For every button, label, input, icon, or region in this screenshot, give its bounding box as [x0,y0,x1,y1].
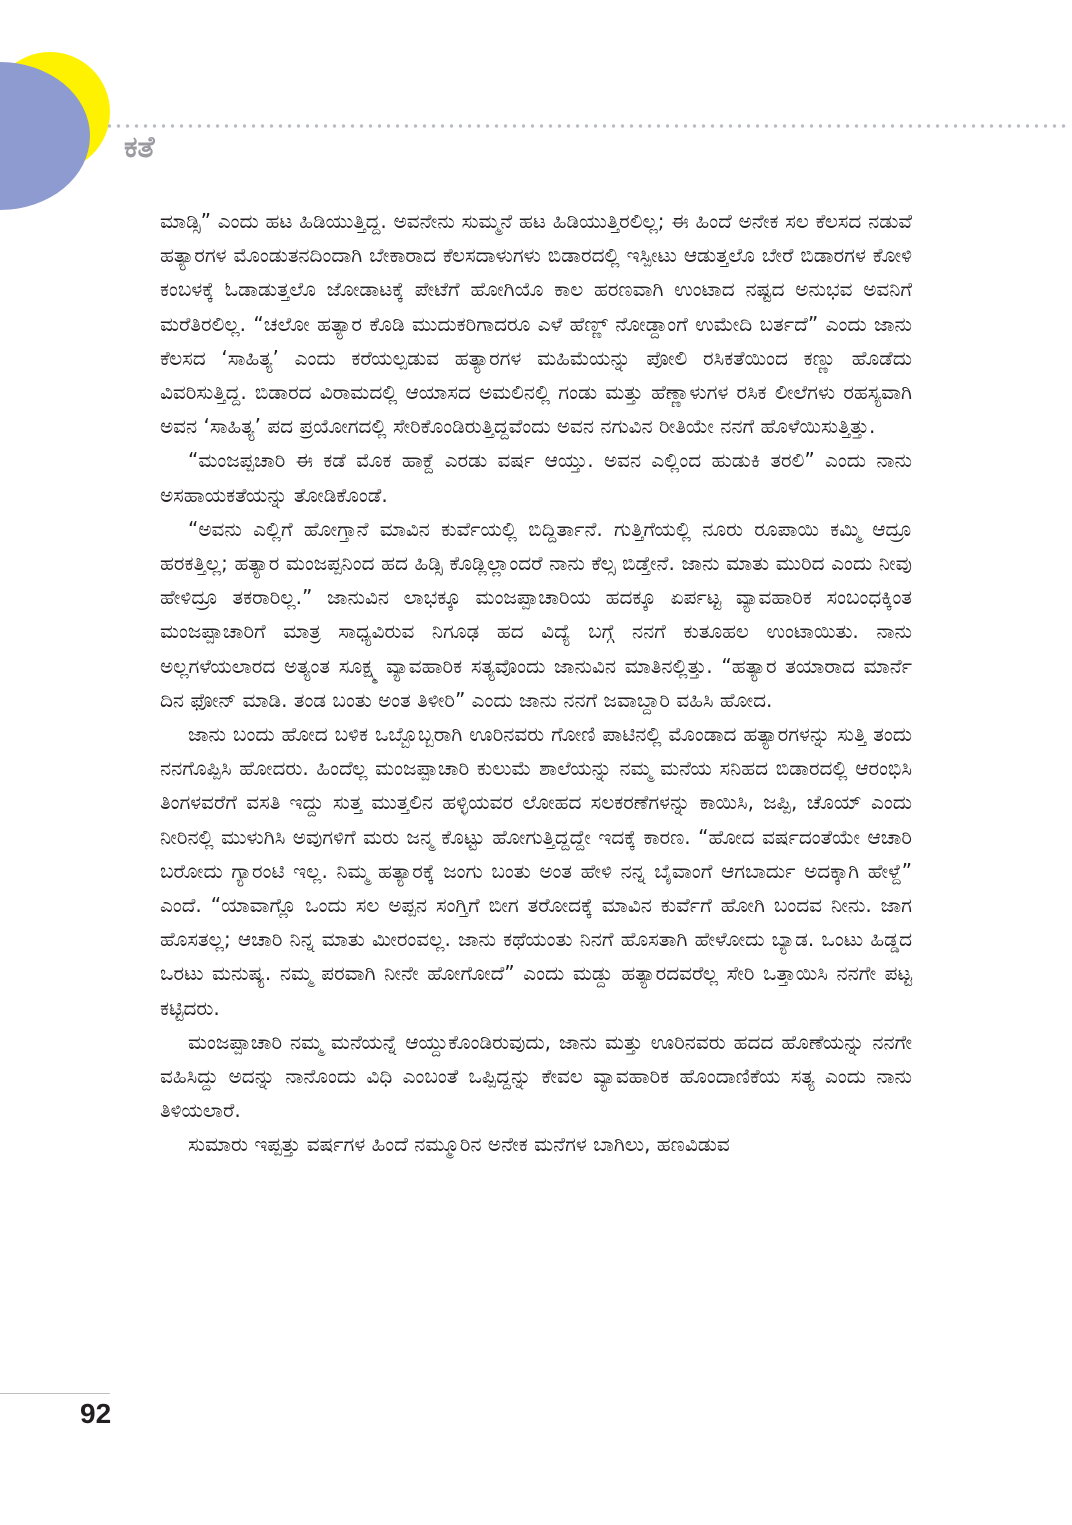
paragraph: ಸುಮಾರು ಇಪ್ಪತ್ತು ವರ್ಷಗಳ ಹಿಂದೆ ನಮ್ಮೂರಿನ ಅನೇಕ ಮನೆಗಳ ಬಾಗಿಲು, ಹಣವಿಡುವ [188,1132,730,1157]
page-number: 92 [80,1398,112,1429]
dotted-header-rule [105,124,1067,128]
paragraph: ಜಾನು ಬಂದು ಹೋದ ಬಳಿಕ ಒಬ್ಬೊಬ್ಬರಾಗಿ ಊರಿನವರು ಗೋಣಿ ಪಾಟಿನಲ್ಲಿ ಮೊಂಡಾದ ಹತ್ಯಾರಗಳನ್ನು ಸುತ್ತಿ ತಂದು ನನಗೊಪ್ಪಿಸಿ ಹೋದರು. ಹಿಂದೆಲ್ಲ ಮಂಜಪ್ಪಾಚಾರಿ ಕುಲುಮೆ ಶಾಲೆಯನ್ನು ನಮ್ಮ ಮನೆಯ ಸನಿಹದ ಬಿಡಾರದಲ್ಲಿ ಆರಂಭಿಸಿ ತಿಂಗಳವರೆಗೆ ವಸತಿ ಇದ್ದು ಸುತ್ತ ಮುತ್ತಲಿನ ಹಳ್ಳಿಯವರ ಲೋಹದ ಸಲಕರಣೆಗಳನ್ನು ಕಾಯಿಸಿ, ಜಪ್ಪಿ, ಚೊಯ್ ಎಂದು ನೀರಿನಲ್ಲಿ ಮುಳುಗಿಸಿ ಅವುಗಳಿಗೆ ಮರು ಜನ್ಮ ಕೊಟ್ಟು ಹೋಗುತ್ತಿದ್ದದ್ದೇ ಇದಕ್ಕೆ ಕಾರಣ. “ಹೋದ ವರ್ಷದಂತೆಯೇ ಆಚಾರಿ ಬರೋದು ಗ್ಯಾರಂಟಿ ಇಲ್ಲ. ನಿಮ್ಮ ಹತ್ಯಾರಕ್ಕೆ ಜಂಗು ಬಂತು ಅಂತ ಹೇಳಿ ನನ್ನ ಬೈವಾಂಗೆ ಆಗಬಾರ್ದು ಅದಕ್ಕಾಗಿ ಹೇಳ್ದೆ” ಎಂದೆ. “ಯಾವಾಗ್ಲೊ ಒಂದು ಸಲ ಅಪ್ಪನ ಸಂಗ್ತಿಗೆ ಬೀಗ ತರೋದಕ್ಕೆ ಮಾವಿನ ಕುರ್ವೆಗೆ ಹೋಗಿ ಬಂದವ ನೀನು. ಜಾಗ ಹೊಸತಲ್ಲ; ಆಚಾರಿ ನಿನ್ನ ಮಾತು ಮೀರಂವಲ್ಲ. ಜಾನು ಕಥೆಯಂತು ನಿನಗೆ ಹೊಸತಾಗಿ ಹೇಳೋದು ಬ್ಯಾಡ. ಒಂಟು ಹಿಡ್ಡದ ಒರಟು ಮನುಷ್ಯ. ನಮ್ಮ ಪರವಾಗಿ ನೀನೇ ಹೋಗೋದೆ” ಎಂದು ಮಡ್ದು ಹತ್ಯಾರದವರೆಲ್ಲ ಸೇರಿ ಒತ್ತಾಯಿಸಿ ನನಗೇ ಪಟ್ಟ ಕಟ್ಟಿದರು. [160,722,912,1020]
footer-rule [0,1393,110,1394]
story-body [160,204,912,1162]
paragraph: “ಅವನು ಎಲ್ಲಿಗೆ ಹೋಗ್ತಾನೆ ಮಾವಿನ ಕುರ್ವೆಯಲ್ಲಿ ಬಿದ್ದಿರ್ತಾನೆ. ಗುತ್ತಿಗೆಯಲ್ಲಿ ನೂರು ರೂಪಾಯಿ ಕಮ್ಮಿ ಆದ್ರೂ ಹರಕತ್ತಿಲ್ಲ; ಹತ್ಯಾರ ಮಂಜಪ್ಪನಿಂದ ಹದ ಹಿಡ್ಸಿ ಕೊಡ್ಲಿಲ್ಲಾಂದರೆ ನಾನು ಕೆಲ್ಸ ಬಿಡ್ತೇನೆ. ಜಾನು ಮಾತು ಮುರಿದ ಎಂದು ನೀವು ಹೇಳಿದ್ರೂ ತಕರಾರಿಲ್ಲ.” ಜಾನುವಿನ ಲಾಭಕ್ಕೂ ಮಂಜಪ್ಪಾಚಾರಿಯ ಹದಕ್ಕೂ ಏರ್ಪಟ್ಟ ವ್ಯಾವಹಾರಿಕ ಸಂಬಂಧಕ್ಕಿಂತ ಮಂಜಪ್ಪಾಚಾರಿಗೆ ಮಾತ್ರ ಸಾಧ್ಯವಿರುವ ನಿಗೂಢ ಹದ ವಿದ್ಯೆ ಬಗ್ಗೆ ನನಗೆ ಕುತೂಹಲ ಉಂಟಾಯಿತು. ನಾನು ಅಲ್ಲಗಳೆಯಲಾರದ ಅತ್ಯಂತ ಸೂಕ್ಷ್ಮ ವ್ಯಾವಹಾರಿಕ ಸತ್ಯವೊಂದು ಜಾನುವಿನ ಮಾತಿನಲ್ಲಿತ್ತು. “ಹತ್ಯಾರ ತಯಾರಾದ ಮಾರ್ನೆ ದಿನ ಫೋನ್ ಮಾಡಿ. ತಂಡ ಬಂತು ಅಂತ ತಿಳೀರಿ” ಎಂದು ಜಾನು ನನಗೆ ಜವಾಬ್ದಾರಿ ವಹಿಸಿ ಹೋದ. [160,516,912,712]
section-label: ಕತೆ [124,130,155,165]
paragraph: ಮಂಜಪ್ಪಾಚಾರಿ ನಮ್ಮ ಮನೆಯನ್ನೆ ಆಯ್ದುಕೊಂಡಿರುವುದು, ಜಾನು ಮತ್ತು ಊರಿನವರು ಹದದ ಹೊಣೆಯನ್ನು ನನಗೇ ವಹಿಸಿದ್ದು ಅದನ್ನು ನಾನೊಂದು ವಿಧಿ ಎಂಬಂತೆ ಒಪ್ಪಿದ್ದನ್ನು ಕೇವಲ ವ್ಯಾವಹಾರಿಕ ಹೊಂದಾಣಿಕೆಯ ಸತ್ಯ ಎಂದು ನಾನು ತಿಳಿಯಲಾರೆ. [160,1029,912,1123]
paragraph: “ಮಂಜಪ್ಪಚಾರಿ ಈ ಕಡೆ ಮೊಕ ಹಾಕ್ದೆ ಎರಡು ವರ್ಷ ಆಯ್ತು. ಅವನ ಎಲ್ಲಿಂದ ಹುಡುಕಿ ತರಲಿ” ಎಂದು ನಾನು ಅಸಹಾಯಕತೆಯನ್ನು ತೋಡಿಕೊಂಡೆ. [160,448,912,507]
paragraph: ಮಾಡ್ಸಿ” ಎಂದು ಹಟ ಹಿಡಿಯುತ್ತಿದ್ದ. ಅವನೇನು ಸುಮ್ಮನೆ ಹಟ ಹಿಡಿಯುತ್ತಿರಲಿಲ್ಲ; ಈ ಹಿಂದೆ ಅನೇಕ ಸಲ ಕೆಲಸದ ನಡುವೆ ಹತ್ಯಾರಗಳ ಮೊಂಡುತನದಿಂದಾಗಿ ಬೇಕಾರಾದ ಕೆಲಸದಾಳುಗಳು ಬಿಡಾರದಲ್ಲಿ ಇಸ್ಪೀಟು ಆಡುತ್ತಲೊ ಬೇರೆ ಬಿಡಾರಗಳ ಕೋಳಿ ಕಂಬಳಕ್ಕೆ ಓಡಾಡುತ್ತಲೊ ಜೋಡಾಟಕ್ಕೆ ಪೇಟೆಗೆ ಹೋಗಿಯೊ ಕಾಲ ಹರಣವಾಗಿ ಉಂಟಾದ ನಷ್ಟದ ಅನುಭವ ಅವನಿಗೆ ಮರೆತಿರಲಿಲ್ಲ. “ಚಲೋ ಹತ್ಯಾರ ಕೊಡಿ ಮುದುಕರಿಗಾದರೂ ಎಳೆ ಹೆಣ್ಣ್ ನೋಡ್ದಾಂಗೆ ಉಮೇದಿ ಬರ್ತದೆ” ಎಂದು ಜಾನು ಕೆಲಸದ ‘ಸಾಹಿತ್ಯ’ ಎಂದು ಕರೆಯಲ್ಪಡುವ ಹತ್ಯಾರಗಳ ಮಹಿಮೆಯನ್ನು ಪೋಲಿ ರಸಿಕತೆಯಿಂದ ಕಣ್ಣು ಹೊಡೆದು ವಿವರಿಸುತ್ತಿದ್ದ. ಬಿಡಾರದ ವಿರಾಮದಲ್ಲಿ ಆಯಾಸದ ಅಮಲಿನಲ್ಲಿ ಗಂಡು ಮತ್ತು ಹೆಣ್ಣಾಳುಗಳ ರಸಿಕ ಲೀಲೆಗಳು ರಹಸ್ಯವಾಗಿ ಅವನ ‘ಸಾಹಿತ್ಯ’ ಪದ ಪ್ರಯೋಗದಲ್ಲಿ ಸೇರಿಕೊಂಡಿರುತ್ತಿದ್ದವೆಂದು ಅವನ ನಗುವಿನ ರೀತಿಯೇ ನನಗೆ ಹೊಳೆಯಿಸುತ್ತಿತ್ತು. [160,209,912,439]
